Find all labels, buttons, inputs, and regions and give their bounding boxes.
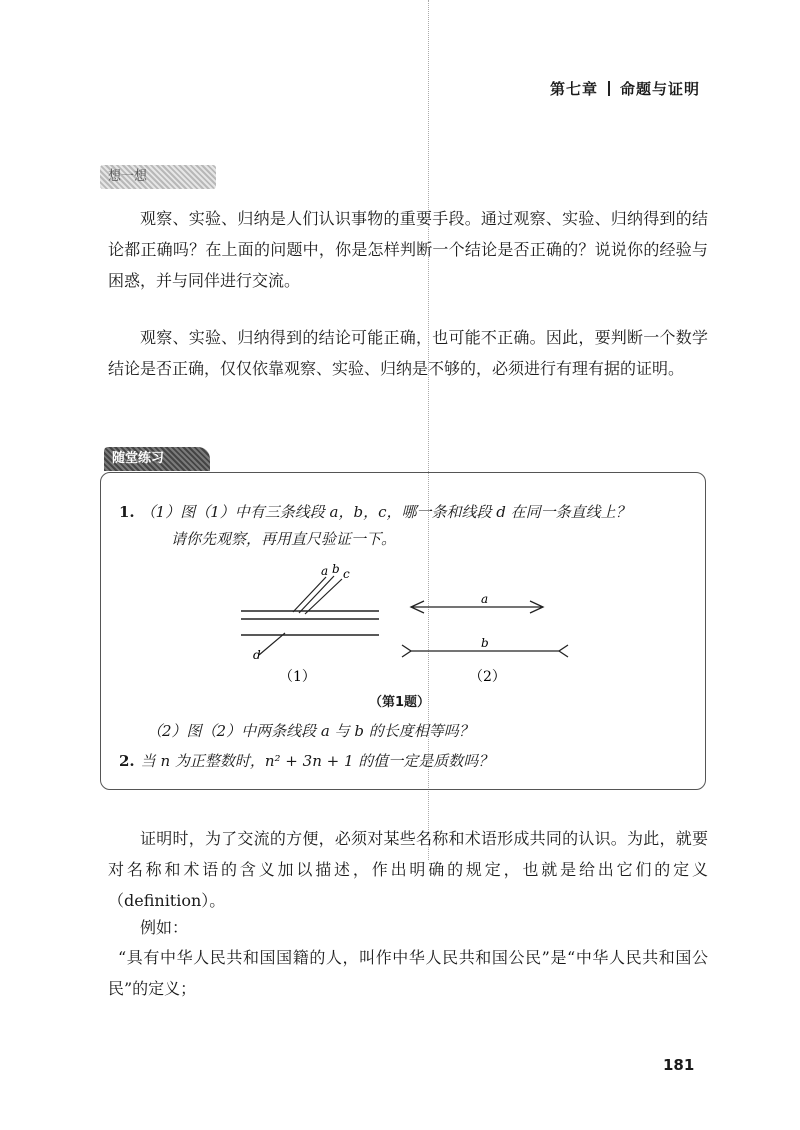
question-2-text: 当 n 为正整数时，n² + 3n + 1 的值一定是质数吗？ — [140, 752, 494, 770]
think-paragraph: 观察、实验、归纳是人们认识事物的重要手段。通过观察、实验、归纳得到的结论都正确吗？在上面的问题中，你是怎样判断一个结论是否正确的？说说你的经验与困惑，并与同伴进行交流。 — [108, 209, 708, 290]
question-1-number: 1. — [119, 503, 135, 521]
line-a — [293, 577, 326, 612]
segment-b-left-fin — [402, 645, 411, 657]
page-header — [550, 78, 700, 99]
exercise-box — [100, 472, 706, 790]
question-1-part-2: （2）图（2）中两条线段 a 与 b 的长度相等吗？ — [147, 722, 474, 740]
question-1-part-1 — [119, 501, 631, 523]
conclusion-paragraph: 观察、实验、归纳得到的结论可能正确，也可能不正确。因此，要判断一个数学结论是否正确，仅仅依靠观察、实验、归纳是不够的，必须进行有理有据的证明。 — [108, 328, 708, 378]
line-d — [259, 633, 285, 655]
segment-b-label: b — [481, 636, 489, 650]
segment-a-label: a — [481, 592, 489, 606]
line-a-label: a — [321, 564, 329, 578]
header-separator — [608, 81, 610, 96]
line-c — [305, 579, 342, 614]
figure-1 — [241, 563, 379, 685]
question-1-part-1-text: （1）图（1）中有三条线段 a，b，c，哪一条和线段 d 在同一条直线上？ — [140, 503, 631, 521]
example-label: 例如： — [140, 918, 189, 937]
figure-2 — [402, 592, 568, 685]
figure-2-label: （2） — [469, 669, 506, 685]
question-1-part-1-cont: 请你先观察，再用直尺验证一下。 — [171, 530, 397, 548]
think-tag: 想一想 — [100, 165, 216, 189]
figure-caption: （第1题） — [369, 695, 431, 710]
exercise-figure — [231, 563, 671, 688]
chapter-title: 命题与证明 — [620, 80, 701, 98]
question-2 — [119, 750, 493, 772]
line-d-label: d — [253, 648, 261, 662]
question-2-number: 2. — [119, 752, 135, 770]
practice-tag: 随堂练习 — [104, 447, 210, 471]
line-c-label: c — [343, 567, 350, 581]
page-number: 181 — [663, 1056, 695, 1074]
segment-b-right-fin — [559, 645, 568, 657]
definition-intro-paragraph: 证明时，为了交流的方便，必须对某些名称和术语形成共同的认识。为此，就要对名称和术语的含义加以描述，作出明确的规定，也就是给出它们的定义（definition）。 — [108, 829, 708, 910]
line-b — [299, 576, 334, 613]
example-paragraph: “具有中华人民共和国国籍的人，叫作中华人民共和国公民”是“中华人民共和国公民”的定义； — [108, 948, 708, 998]
figure-1-label: （1） — [279, 669, 316, 685]
line-b-label: b — [332, 563, 340, 576]
chapter-label: 第七章 — [550, 80, 599, 98]
